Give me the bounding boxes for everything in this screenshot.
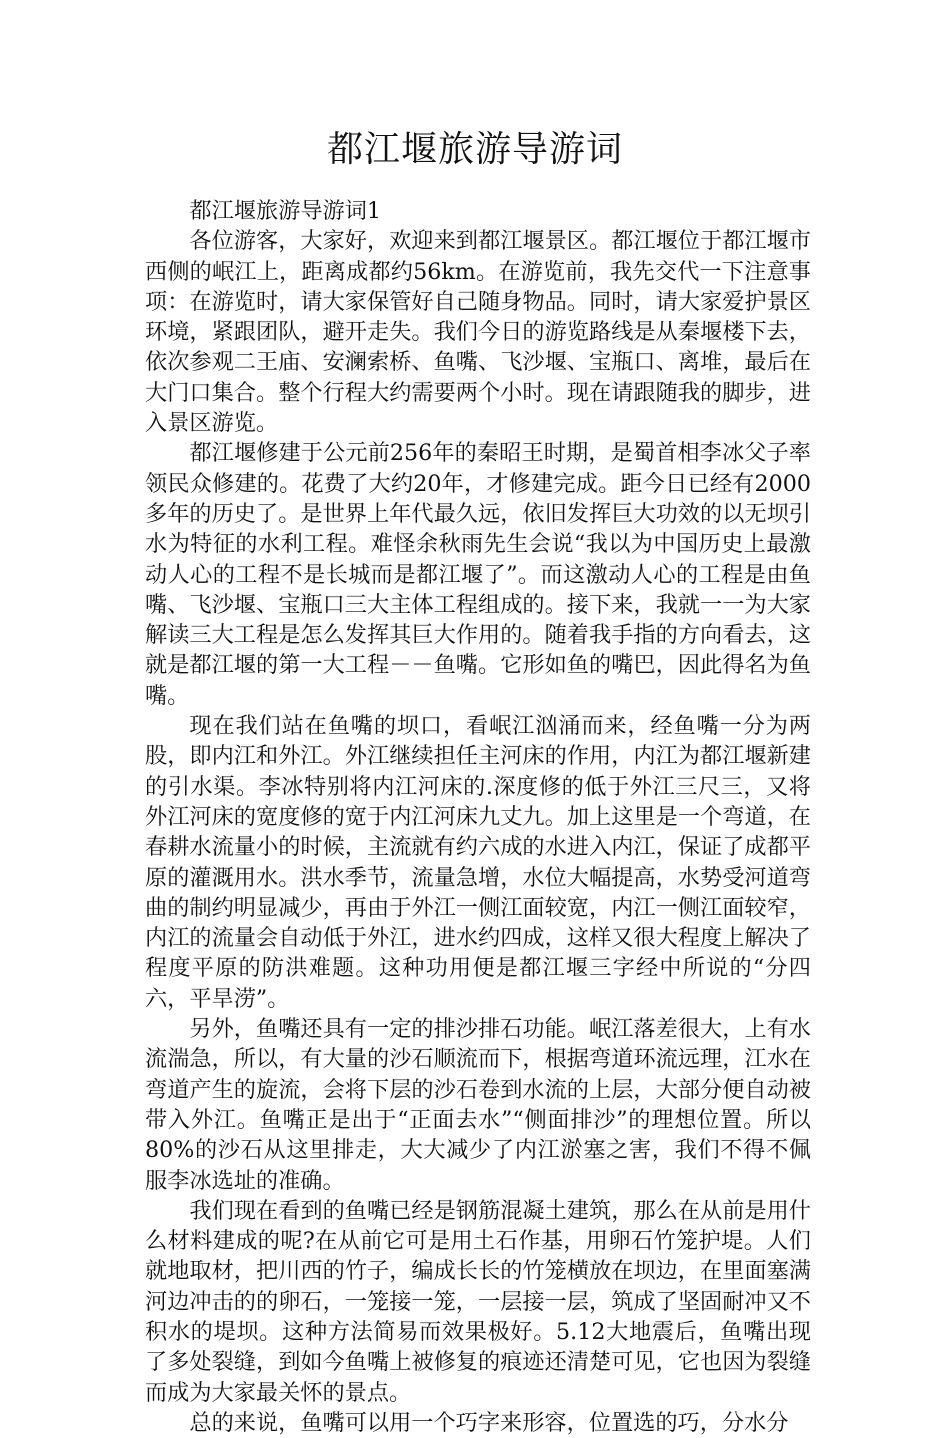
- document-title: 都江堰旅游导游词: [326, 129, 623, 170]
- section-heading: 都江堰旅游导游词1: [189, 198, 382, 224]
- paragraph-construction: 我们现在看到的鱼嘴已经是钢筋混凝土建筑，那么在从前是用什么材料建成的呢?在从前它可是用土石作基，用卵石竹笼护堤。人们就地取材，把川西的竹子，编成长长的竹笼横放在坝边，在里面塞满河边冲击的的卵石，一笼接一笼，一层接一层，筑成了坚固耐冲又不积水的堤坝。这种方法简易而效果极好。5.12大地震后，鱼嘴出现了多处裂缝，到如今鱼嘴上被修复的痕迹还清楚可见，它也因为裂缝而成为大家最关怀的景点。: [145, 1197, 811, 1406]
- document-body: [145, 196, 811, 1438]
- paragraph-history: 都江堰修建于公元前256年的秦昭王时期，是蜀首相李冰父子率领民众修建的。花费了大约20年，才修建完成。距今日已经有2000多年的历史了。是世界上年代最久远，依旧发挥巨大功效的以无坝引水为特征的水利工程。难怪余秋雨先生会说“我以为中国历史上最激动人心的工程不是长城而是都江堰了”。而这激动人心的工程是由鱼嘴、飞沙堰、宝瓶口三大主体工程组成的。接下来，我就一一为大家解读三大工程是怎么发挥其巨大作用的。随着我手指的方向看去，这就是都江堰的第一大工程－－鱼嘴。它形如鱼的嘴巴，因此得名为鱼嘴。: [145, 440, 811, 709]
- paragraph-summary: 总的来说，鱼嘴可以用一个巧字来形容，位置选的巧，分水分: [189, 1409, 789, 1436]
- paragraph-fish-mouth-split: 现在我们站在鱼嘴的坝口，看岷江汹涌而来，经鱼嘴一分为两股，即内江和外江。外江继续担任主河床的作用，内江为都江堰新建的引水渠。李冰特别将内江河床的.深度修的低于外江三尺三，又将外江河床的宽度修的宽于内江河床九丈九。加上这里是一个弯道，在春耕水流量小的时候，主流就有约六成的水进入内江，保证了成都平原的灌溉用水。洪水季节，流量急增，水位大幅提高，水势受河道弯曲的制约明显减少，再由于外江一侧江面较宽，内江一侧江面较窄，内江的流量会自动低于外江，进水约四成，这样又很大程度上解决了程度平原的防洪难题。这种功用便是都江堰三字经中所说的“分四六，平旱涝”。: [145, 713, 811, 1012]
- paragraph-intro: 各位游客，大家好，欢迎来到都江堰景区。都江堰位于都江堰市西侧的岷江上，距离成都约56km。在游览前，我先交代一下注意事项：在游览时，请大家保管好自己随身物品。同时，请大家爱护景区环境，紧跟团队，避开走失。我们今日的游览路线是从秦堰楼下去，依次参观二王庙、安澜索桥、鱼嘴、飞沙堰、宝瓶口、离堆，最后在大门口集合。整个行程大约需要两个小时。现在请跟随我的脚步，进入景区游览。: [145, 228, 811, 437]
- paragraph-sand-discharge: 另外，鱼嘴还具有一定的排沙排石功能。岷江落差很大，上有水流湍急，所以，有大量的沙石顺流而下，根据弯道环流远理，江水在弯道产生的旋流，会将下层的沙石卷到水流的上层，大部分便自动被带入外江。鱼嘴正是出于“正面去水”“侧面排沙”的理想位置。所以80%的沙石从这里排走，大大减少了内江淤塞之害，我们不得不佩服李冰选址的准确。: [145, 1016, 811, 1194]
